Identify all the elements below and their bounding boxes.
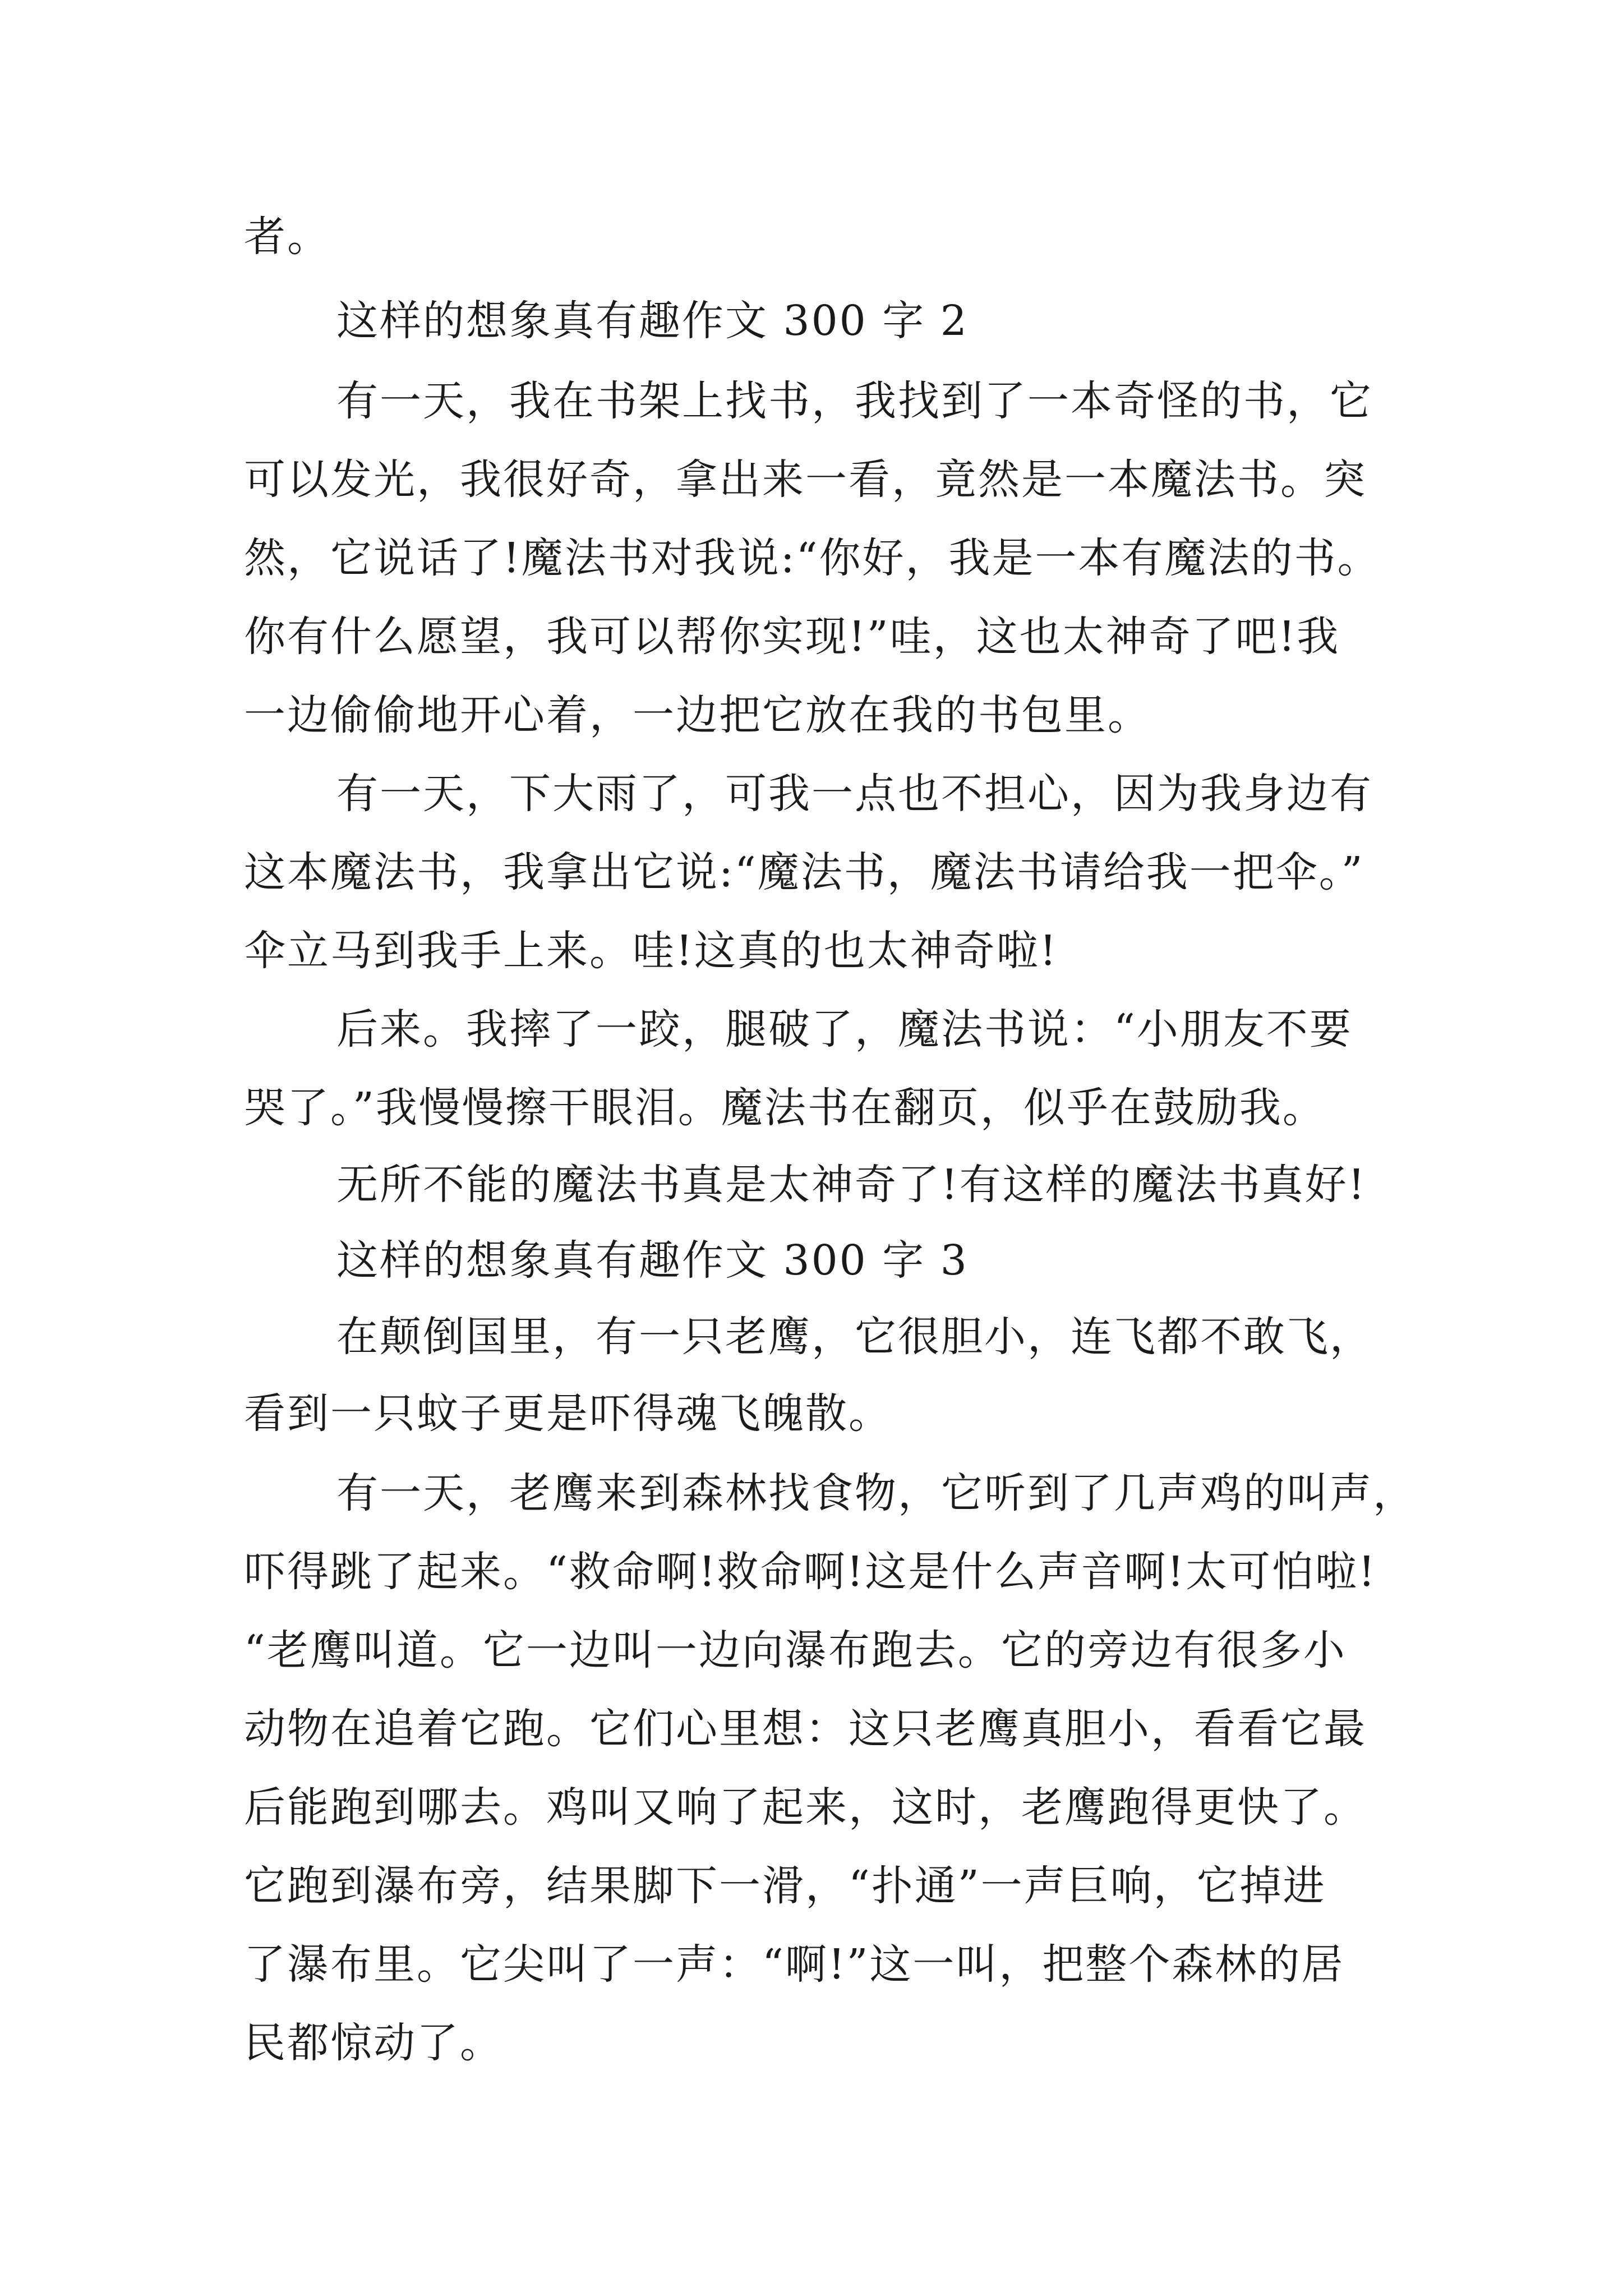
text-line: 后来。我摔了一跤，腿破了，魔法书说：“小朋友不要 [336, 1005, 1353, 1053]
text-line: 有一天，下大雨了，可我一点也不担心，因为我身边有 [336, 770, 1373, 818]
text-line: 有一天，老鹰来到森林找食物，它听到了几声鸡的叫声， [336, 1469, 1416, 1517]
text-line: 者。 [244, 213, 330, 261]
text-line: 了瀑布里。它尖叫了一声：“啊!”这一叫，把整个森林的居 [244, 1940, 1345, 1989]
section-heading: 这样的想象真有趣作文 300 字 3 [336, 1236, 969, 1285]
text-line: 你有什么愿望，我可以帮你实现!”哇，这也太神奇了吧!我 [244, 613, 1340, 661]
text-line: 在颠倒国里，有一只老鹰，它很胆小，连飞都不敢飞， [336, 1313, 1373, 1361]
text-line: 这本魔法书，我拿出它说:“魔法书，魔法书请给我一把伞。” [244, 848, 1364, 896]
text-line: 它跑到瀑布旁，结果脚下一滑，“扑通”一声巨响，它掉进 [244, 1862, 1326, 1910]
text-line: “老鹰叫道。它一边叫一边向瀑布跑去。它的旁边有很多小 [244, 1626, 1347, 1674]
text-line: 可以发光，我很好奇，拿出来一看，竟然是一本魔法书。突 [244, 455, 1367, 504]
text-line: 然，它说话了!魔法书对我说:“你好，我是一本有魔法的书。 [244, 534, 1381, 582]
text-line: 后能跑到哪去。鸡叫又响了起来，这时，老鹰跑得更快了。 [244, 1783, 1367, 1832]
text-line: 民都惊动了。 [244, 2019, 503, 2067]
text-line: 看到一只蚊子更是吓得魂飞魄散。 [244, 1389, 892, 1438]
text-line: 动物在追着它跑。它们心里想：这只老鹰真胆小，看看它最 [244, 1705, 1367, 1753]
section-heading: 这样的想象真有趣作文 300 字 2 [336, 297, 969, 345]
text-line: 伞立马到我手上来。哇!这真的也太神奇啦! [244, 927, 1058, 975]
text-line: 哭了。”我慢慢擦干眼泪。魔法书在翻页，似乎在鼓励我。 [244, 1084, 1326, 1132]
text-line: 有一天，我在书架上找书，我找到了一本奇怪的书，它 [336, 377, 1373, 425]
text-line: 一边偷偷地开心着，一边把它放在我的书包里。 [244, 691, 1151, 739]
text-line: 无所不能的魔法书真是太神奇了!有这样的魔法书真好! [336, 1161, 1367, 1209]
text-line: 吓得跳了起来。“救命啊!救命啊!这是什么声音啊!太可怕啦! [244, 1548, 1377, 1596]
